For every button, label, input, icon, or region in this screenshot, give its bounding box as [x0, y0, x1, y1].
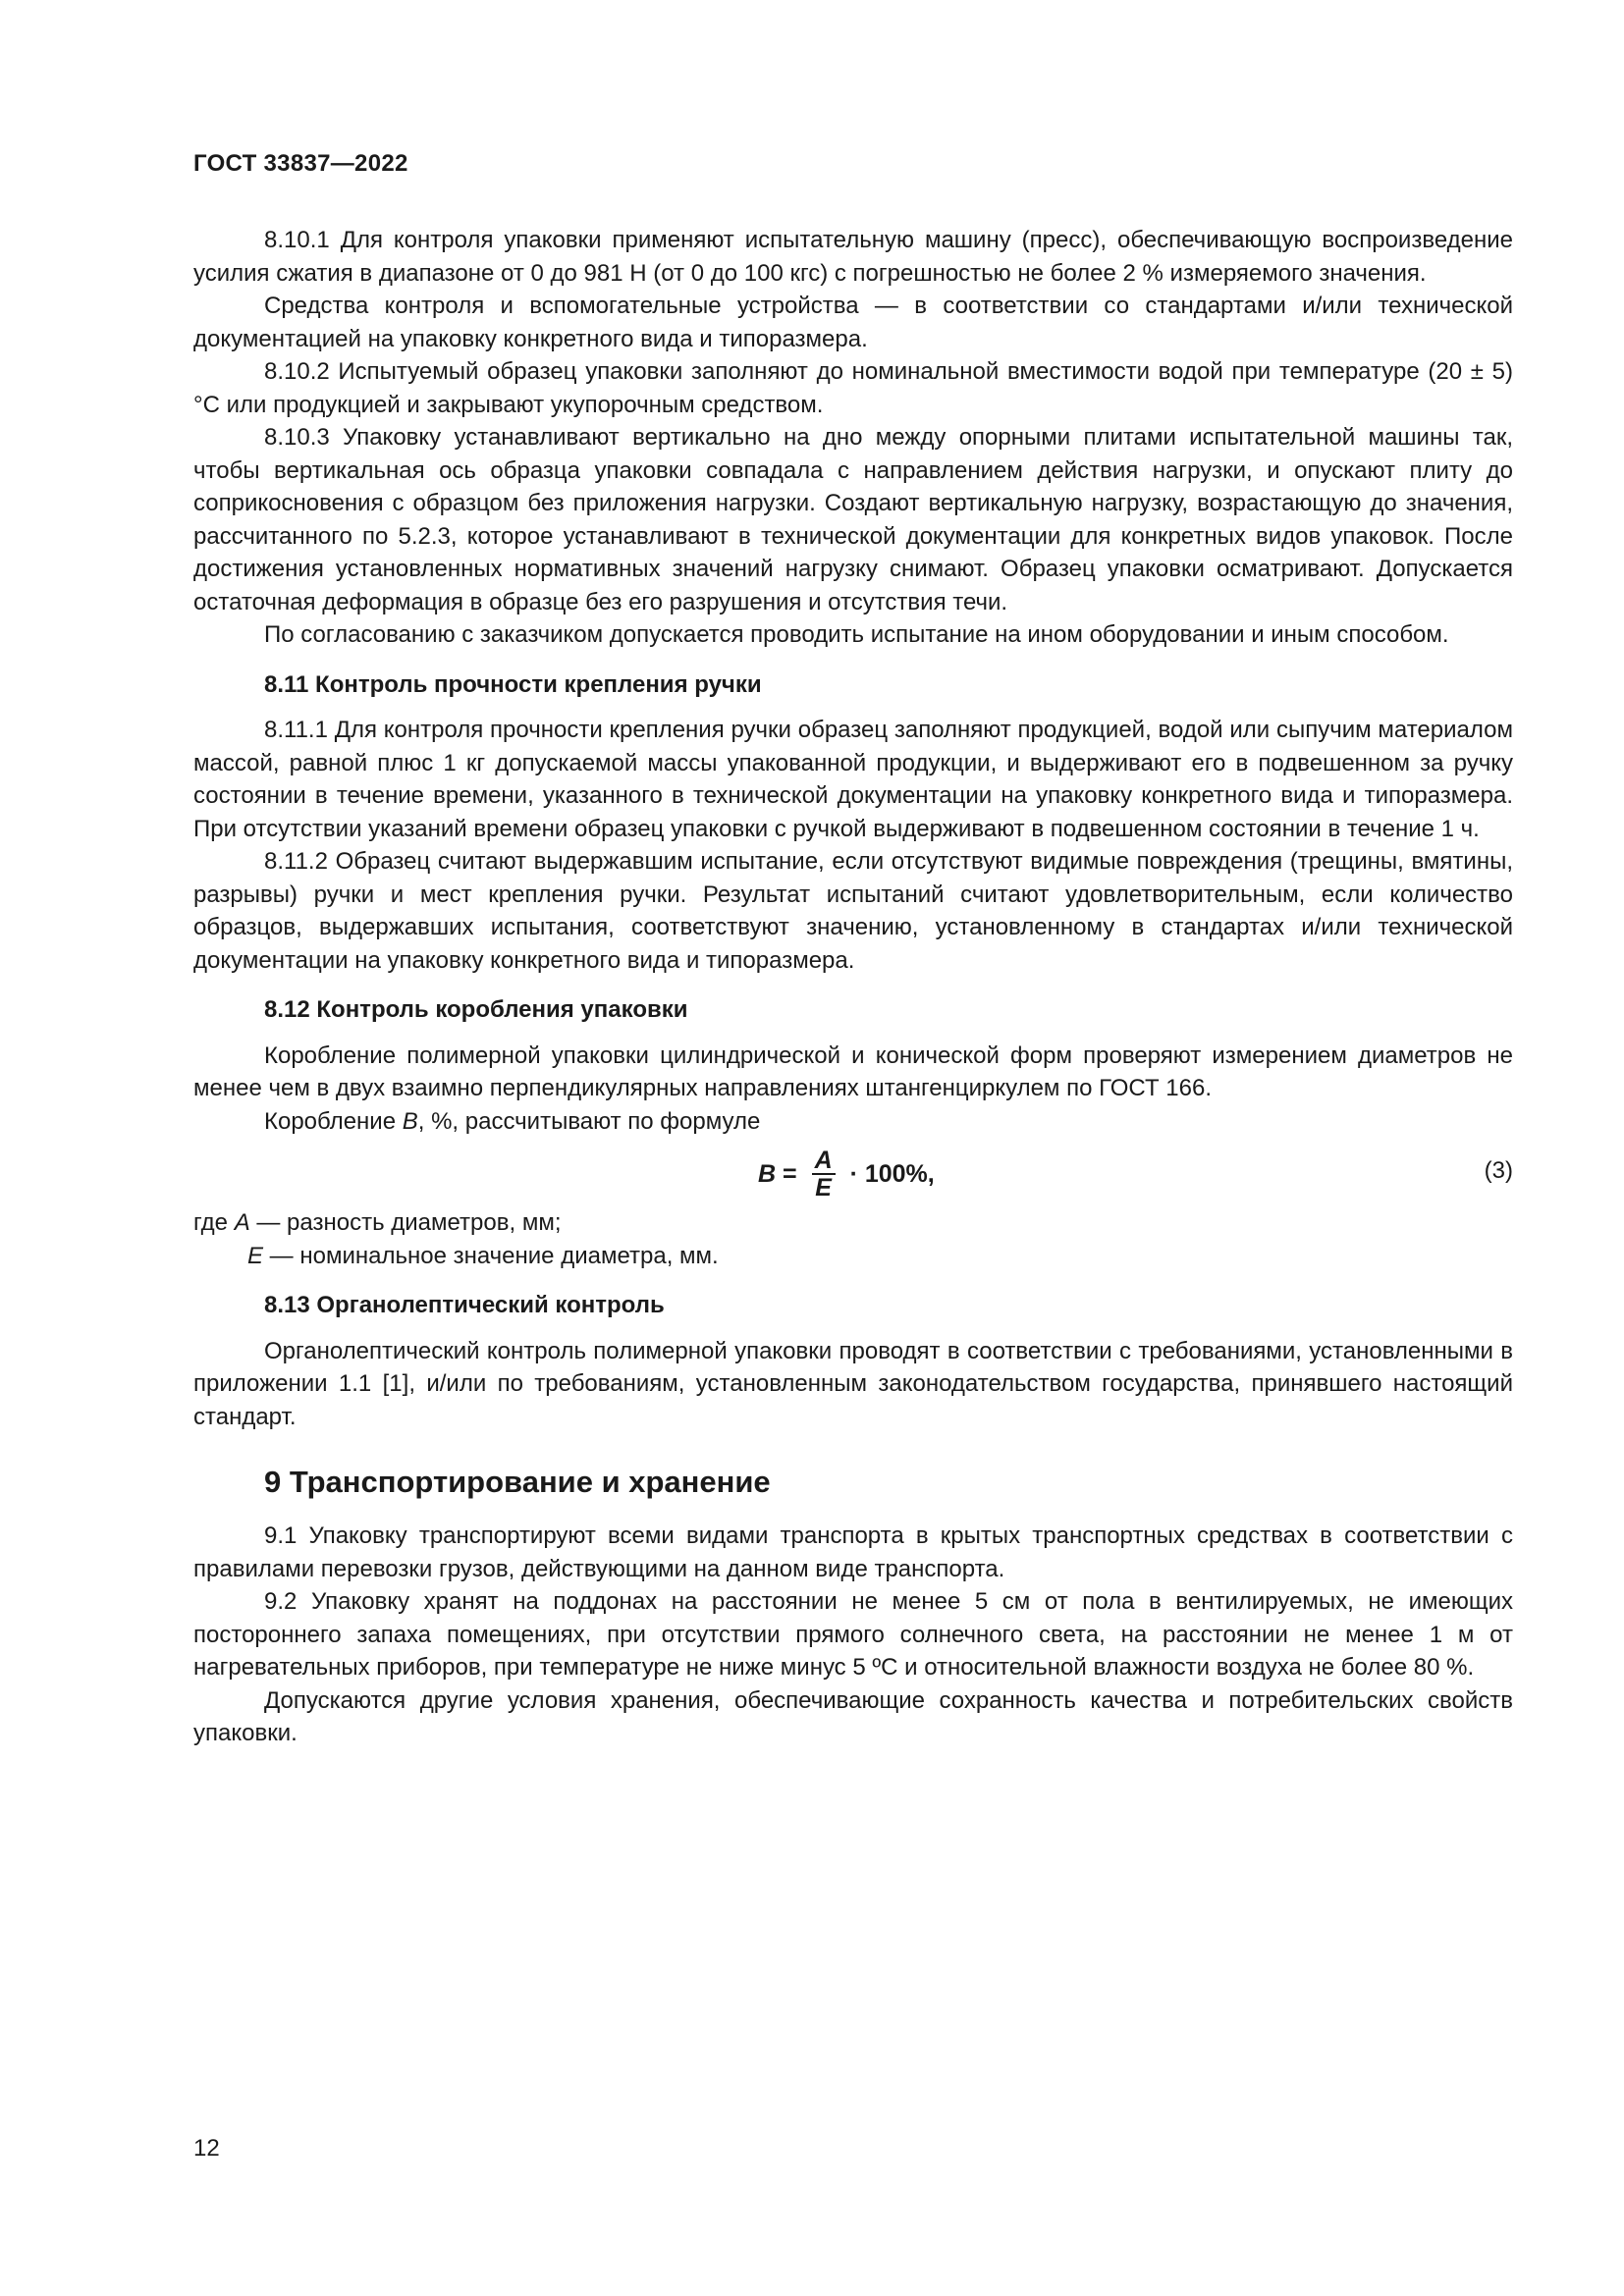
- formula-denominator: E: [815, 1174, 832, 1201]
- formula-rhs: · 100%,: [842, 1159, 935, 1188]
- paragraph-other-conditions: Допускаются другие условия хранения, обеспечивающие сохранность качества и потребительских свойств упаковки.: [193, 1686, 1513, 1746]
- formula-numerator: A: [812, 1148, 836, 1175]
- section-heading-8-11: 8.11 Контроль прочности крепления ручки: [264, 670, 762, 698]
- formula-expression: [758, 1148, 935, 1201]
- paragraph-warping-formula-intro: [193, 1105, 1513, 1139]
- legend-line-e: [193, 1240, 1513, 1273]
- intro-text: Коробление: [264, 1107, 403, 1135]
- section-heading-8-12: 8.12 Контроль коробления упаковки: [264, 996, 688, 1023]
- formula-3: [193, 1138, 1513, 1206]
- formula-lhs: B: [758, 1159, 777, 1188]
- legend-line-a: [193, 1206, 1513, 1240]
- paragraph-8-13: Органолептический контроль полимерной упаковки проводят в соответствии с требованиями, установленными в приложении 1.1 [1], и/или по требованиям, установленным законодательством государства, принявшего настоящий стандарт.: [193, 1337, 1513, 1430]
- formula-equals: =: [776, 1159, 804, 1188]
- legend-var-a: A: [234, 1209, 250, 1236]
- formula-number: (3): [1484, 1157, 1513, 1184]
- paragraph-control-means: Средства контроля и вспомогательные устройства — в соответствии со стандартами и/или технической документацией на упаковку конкретного вида и типоразмера.: [193, 293, 1513, 352]
- paragraph-8-10-1: 8.10.1 Для контроля упаковки применяют испытательную машину (пресс), обеспечивающую воспроизведение усилия сжатия в диапазоне от 0 до 981 Н (от 0 до 100 кгс) с погрешностью не более 2 % измеряемого значения.: [193, 227, 1513, 287]
- paragraph-8-11-2: 8.11.2 Образец считают выдержавшим испытание, если отсутствуют видимые повреждения (трещины, вмятины, разрывы) ручки и мест крепления ручки. Результат испытаний считают удовлетворительным, если количество образцов, выдержавших испытания, соответствуют значению, установленному в стандартах и/или технической документации на упаковку конкретного вида и типоразмера.: [193, 848, 1513, 974]
- paragraph-9-2: 9.2 Упаковку хранят на поддонах на расстоянии не менее 5 см от пола в вентилируемых, не имеющих постороннего запаха помещениях, при отсутствии прямого солнечного света, на расстоянии не менее 1 м от нагревательных приборов, при температуре не ниже минус 5 ºС и относительной влажности воздуха не более 80 %.: [193, 1588, 1513, 1681]
- paragraph-agreement: По согласованию с заказчиком допускается проводить испытание на ином оборудовании и иным способом.: [264, 621, 1449, 648]
- formula-legend: [193, 1206, 1513, 1272]
- document-header: ГОСТ 33837—2022: [193, 150, 408, 177]
- intro-variable: B: [402, 1107, 418, 1135]
- legend-var-e: E: [247, 1242, 264, 1269]
- legend-where: где: [193, 1209, 235, 1236]
- intro-text-end: , %, рассчитывают по формуле: [417, 1107, 761, 1135]
- chapter-heading-9: 9 Транспортирование и хранение: [264, 1465, 771, 1499]
- paragraph-8-10-3: 8.10.3 Упаковку устанавливают вертикально на дно между опорными плитами испытательной машины так, чтобы вертикальная ось образца упаковки совпадала с направлением действия нагрузки, и опускают плиту до соприкосновения с образцом без приложения нагрузки. Создают вертикальную нагрузку, возрастающую до значения, рассчитанного по 5.2.3, которое устанавливают в технической документации для конкретных видов упаковок. После достижения установленных нормативных значений нагрузку снимают. Образец упаковки осматривают. Допускается остаточная деформация в образце без его разрушения и отсутствия течи.: [193, 424, 1513, 615]
- document-body: [193, 224, 1513, 1750]
- page-number: 12: [193, 2135, 220, 2162]
- legend-text-e: — номинальное значение диаметра, мм.: [263, 1242, 719, 1269]
- paragraph-8-11-1: 8.11.1 Для контроля прочности крепления ручки образец заполняют продукцией, водой или сыпучим материалом массой, равной плюс 1 кг допускаемой массы упакованной продукции, и выдерживают его в подвешенном за ручку состоянии в течение времени, указанного в технической документации на упаковку конкретного вида и типоразмера. При отсутствии указаний времени образец упаковки с ручкой выдерживают в подвешенном состоянии в течение 1 ч.: [193, 717, 1513, 842]
- paragraph-warping: Коробление полимерной упаковки цилиндрической и конической форм проверяют измерением диаметров не менее чем в двух взаимно перпендикулярных направлениях штангенциркулем по ГОСТ 166.: [193, 1041, 1513, 1101]
- formula-fraction: [812, 1148, 836, 1201]
- legend-text-a: — разность диаметров, мм;: [249, 1209, 562, 1236]
- paragraph-8-10-2: 8.10.2 Испытуемый образец упаковки заполняют до номинальной вместимости водой при температуре (20 ± 5) °C или продукцией и закрывают укупорочным средством.: [193, 358, 1513, 418]
- paragraph-9-1: 9.1 Упаковку транспортируют всеми видами транспорта в крытых транспортных средствах в соответствии с правилами перевозки грузов, действующими на данном виде транспорта.: [193, 1522, 1513, 1582]
- section-heading-8-13: 8.13 Органолептический контроль: [264, 1292, 665, 1318]
